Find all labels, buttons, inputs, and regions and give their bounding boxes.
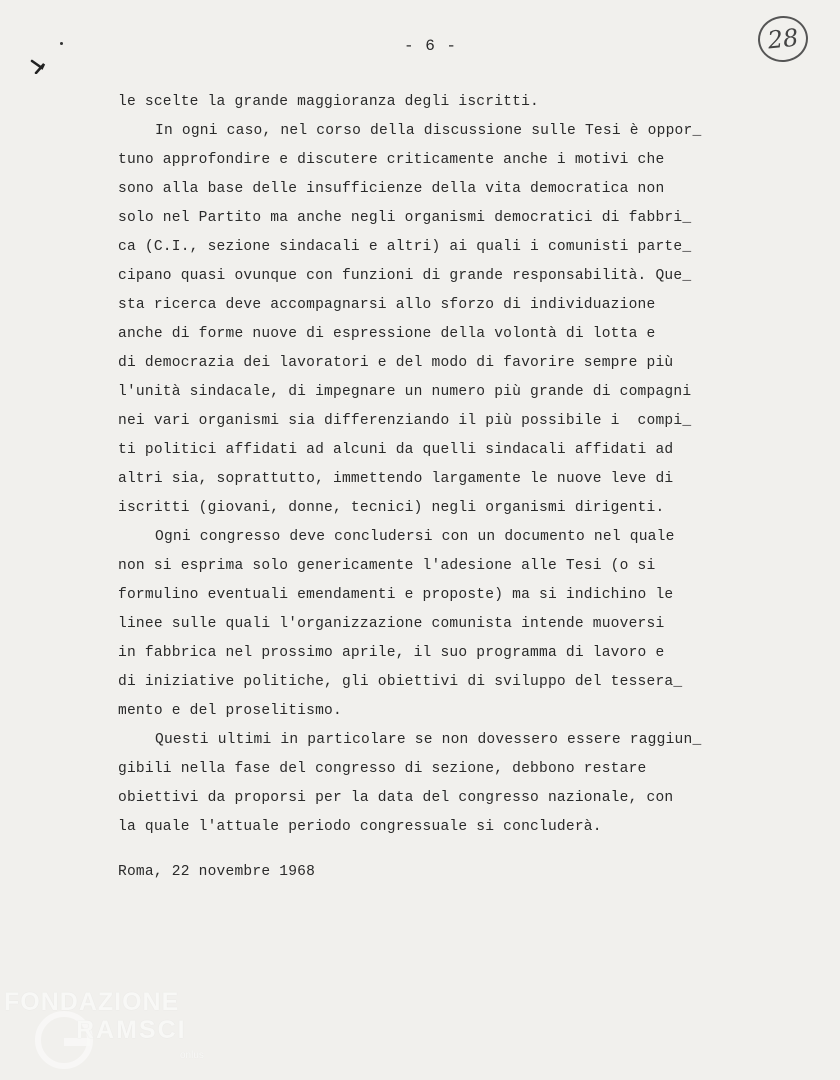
- document-body: [118, 88, 778, 842]
- text-line: ti politici affidati ad alcuni da quelli sindacali affidati ad: [118, 442, 674, 458]
- text-line: solo nel Partito ma anche negli organismi democratici di fabbri_: [118, 210, 692, 226]
- closing-place-date: Roma, 22 novembre 1968: [118, 864, 316, 880]
- text-line: la quale l'attuale periodo congressuale si concluderà.: [118, 819, 602, 835]
- text-line: Ogni congresso deve concludersi con un documento nel quale: [155, 529, 675, 545]
- text-line: In ogni caso, nel corso della discussione sulle Tesi è oppor_: [155, 123, 702, 139]
- text-line: sono alla base delle insufficienze della vita democratica non: [118, 181, 665, 197]
- text-line: tuno approfondire e discutere criticamente anche i motivi che: [118, 152, 665, 168]
- text-line: di democrazia dei lavoratori e del modo di favorire sempre più: [118, 355, 674, 371]
- watermark-line1: FONDAZIONE: [4, 988, 180, 1016]
- watermark-url: onlus: [180, 1050, 204, 1061]
- text-line: sta ricerca deve accompagnarsi allo sforzo di individuazione: [118, 297, 656, 313]
- text-line: anche di forme nuove di espressione della volontà di lotta e: [118, 326, 656, 342]
- text-line: le scelte la grande maggioranza degli iscritti.: [118, 94, 540, 110]
- text-line: nei vari organismi sia differenziando il più possibile i compi_: [118, 413, 692, 429]
- text-line: in fabbrica nel prossimo aprile, il suo programma di lavoro e: [118, 645, 665, 661]
- text-line: altri sia, soprattutto, immettendo largamente le nuove leve di: [118, 471, 674, 487]
- text-line: cipano quasi ovunque con funzioni di grande responsabilità. Que_: [118, 268, 692, 284]
- text-line: gibili nella fase del congresso di sezione, debbono restare: [118, 761, 647, 777]
- text-line: iscritti (giovani, donne, tecnici) negli organismi dirigenti.: [118, 500, 665, 516]
- ink-dot: [60, 42, 63, 45]
- text-line: obiettivi da proporsi per la data del congresso nazionale, con: [118, 790, 674, 806]
- text-line: l'unità sindacale, di impegnare un numero più grande di compagni: [118, 384, 692, 400]
- text-line: formulino eventuali emendamenti e proposte) ma si indichino le: [118, 587, 674, 603]
- text-line: di iniziative politiche, gli obiettivi di sviluppo del tessera_: [118, 674, 683, 690]
- watermark-line2: RAMSCI: [76, 1016, 187, 1044]
- ink-mark-icon: [30, 58, 46, 74]
- text-line: ca (C.I., sezione sindacali e altri) ai quali i comunisti parte_: [118, 239, 692, 255]
- text-line: mento e del proselitismo.: [118, 703, 342, 719]
- watermark: [4, 988, 264, 1078]
- archive-number: 28: [756, 14, 811, 65]
- text-line: non si esprima solo genericamente l'adesione alle Tesi (o si: [118, 558, 656, 574]
- text-line: linee sulle quali l'organizzazione comunista intende muoversi: [118, 616, 665, 632]
- page-number: - 6 -: [404, 37, 458, 55]
- text-line: Questi ultimi in particolare se non dovessero essere raggiun_: [155, 732, 702, 748]
